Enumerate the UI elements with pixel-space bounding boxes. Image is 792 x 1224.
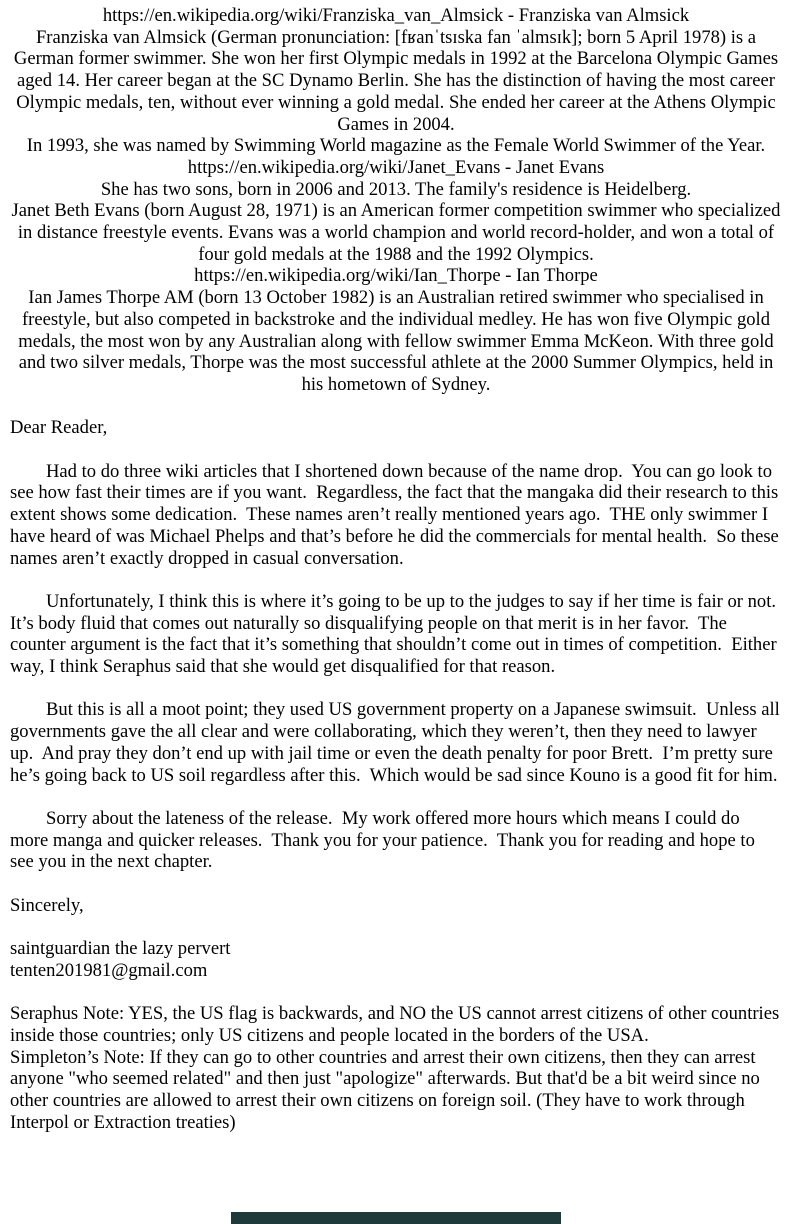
wiki-line-janet-sons: She has two sons, born in 2006 and 2013. The family's residence is Heidelberg. [100, 178, 692, 200]
signature-email: tenten201981@gmail.com [10, 959, 208, 981]
letter-salutation: Dear Reader, [10, 417, 108, 439]
taskbar-fragment [231, 1212, 561, 1224]
wiki-url-janet-evans: https://en.wikipedia.org/wiki/Janet_Evans - Janet Evans [187, 156, 605, 178]
wiki-url-franziska-van-almsick: https://en.wikipedia.org/wiki/Franziska_van_Almsick - Franziska van Almsick [102, 5, 690, 26]
wiki-summary-franziska: Franziska van Almsick (German pronunciation: [fʁanˈtsɪska fan ˈalmsɪk]; born 5 April 1978) is a German former swimmer. She won her first Olympic medals in 1992 at the Barcelona Olympic Games aged 14. Her career began at the SC Dynamo Berlin. She has the distinction of having the most career Olympic medals, ten, without ever winning a gold medal. She ended her career at the Athens Olympic Games in 2004. [13, 26, 783, 135]
wiki-summary-ian-thorpe: Ian James Thorpe AM (born 13 October 1982) is an Australian retired swimmer who specialised in freestyle, but also competed in backstroke and the individual medley. He has won five Olympic gold medals, the most won by any Australian along with fellow swimmer Emma McKeon. With three gold and two silver medals, Thorpe was the most successful athlete at the 2000 Summer Olympics, held in his hometown of Sydney. [18, 287, 779, 395]
seraphus-note: Seraphus Note: YES, the US flag is backwards, and NO the US cannot arrest citizens of other countries inside those countries; only US citizens and people located in the borders of the USA. [10, 1003, 784, 1046]
wiki-excerpts-block [10, 5, 786, 396]
letter-paragraph-1: Had to do three wiki articles that I shortened down because of the name drop. You can go look to see how fast their times are if you want. Regardless, the fact that the mangaka did their research to this extent shows some dedication. These names aren’t really mentioned years ago. THE only swimmer I have heard of was Michael Phelps and that’s before he did the commercials for mental health. So these names aren’t exactly dropped in casual conversation. [10, 460, 784, 569]
reader-letter [10, 417, 786, 981]
letter-paragraph-2: Unfortunately, I think this is where it’s going to be up to the judges to say if her time is fair or not. It’s body fluid that comes out naturally so disqualifying people on that merit is in her favor. The counter argument is the fact that it’s something that shouldn’t come out in times of competition. Either way, I think Seraphus said that she would get disqualified for that reason. [10, 590, 786, 678]
signature-name: saintguardian the lazy pervert [10, 938, 231, 960]
letter-paragraph-4: Sorry about the lateness of the release. My work offered more hours which means I could do more manga and quicker releases. Thank you for your patience. Thank you for reading and hope to see you in the next chapter. [10, 807, 760, 873]
wiki-line-swimmer-of-the-year: In 1993, she was named by Swimming World magazine as the Female World Swimmer of the Year. [26, 135, 766, 157]
letter-closing: Sincerely, [10, 894, 84, 916]
wiki-url-ian-thorpe: https://en.wikipedia.org/wiki/Ian_Thorpe - Ian Thorpe [194, 265, 598, 287]
translator-notes [10, 1003, 782, 1133]
simpleton-note: Simpleton’s Note: If they can go to other countries and arrest their own citizens, then they can arrest anyone "who seemed related" and then just "apologize" afterwards. But that'd be a bit weird since no other countries are allowed to arrest their own citizens on foreign soil. (They have to work through Interpol or Extraction treaties) [10, 1046, 765, 1133]
letter-paragraph-3: But this is all a moot point; they used US government property on a Japanese swimsuit. Unless all governments gave the all clear and were collaborating, which they weren’t, then they need to lawyer up. And pray they don’t end up with jail time or even the death penalty for poor Brett. I’m pretty sure he’s going back to US soil regardless after this. Which would be sad since Kouno is a good fit for him. [10, 699, 785, 786]
wiki-summary-janet-evans: Janet Beth Evans (born August 28, 1971) is an American former competition swimmer who specialized in distance freestyle events. Evans was a world champion and world record-holder, and won a total of four gold medals at the 1988 and the 1992 Olympics. [11, 200, 786, 265]
